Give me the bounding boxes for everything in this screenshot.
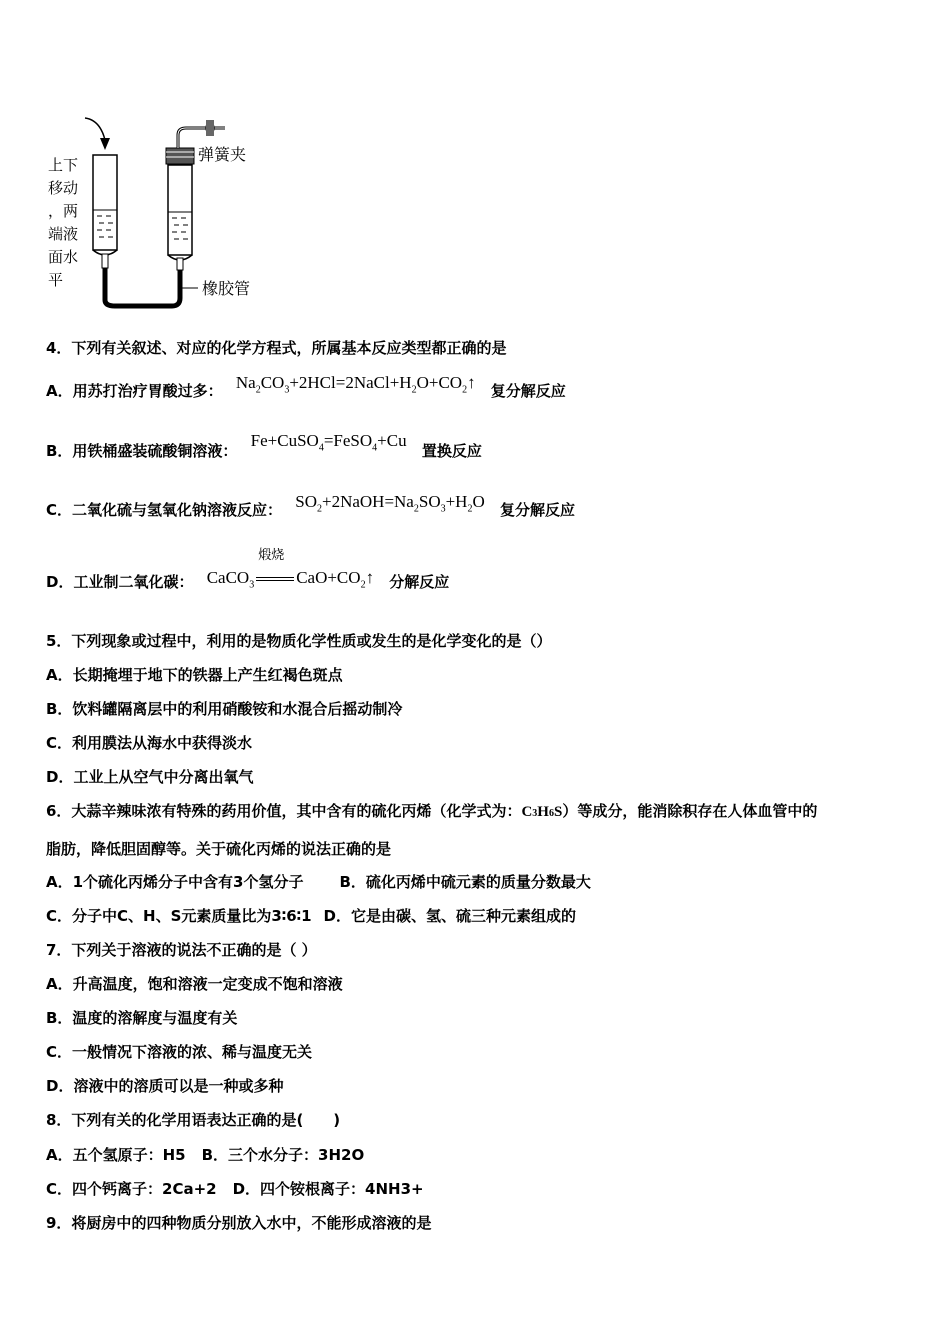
q4-option-d-condition: 煅烧 [258,548,285,563]
q4-option-b [46,431,482,463]
figure-left-label-line: ，两 [48,202,79,220]
q7-stem: 7．下列关于溶液的说法不正确的是（ ） [46,941,317,959]
figure-left-label-line: 面水 [48,248,79,266]
q4-option-a-equation: $Na_2CO_3+2HCl=2NaCl+H_2O+CO_2↑$ [235,373,476,396]
q5-stem: 5．下列现象或过程中，利用的是物质化学性质或发生的是化学变化的是（） [46,632,552,650]
q4-option-b-type: 置换反应 [421,442,482,460]
q4-option-d-label: D．工业制二氧化碳： [46,573,194,591]
q9-stem: 9．将厨房中的四种物质分别放入水中，不能形成溶液的是 [46,1214,432,1232]
q8-option-b: B．三个水分子：3H2O [201,1146,365,1164]
q4-option-c [46,492,575,522]
q4-option-d-equation: CaCO$_3$ 煅烧 $CaO+CO_2↑$ [207,568,374,587]
q7-option-d: D．溶液中的溶质可以是一种或多种 [46,1077,284,1095]
figure-left-label-line: 端液 [48,225,79,243]
clamp-label: 弹簧夹 [198,145,247,164]
q5-option-a: A．长期掩埋于地下的铁器上产生红褐色斑点 [46,666,343,684]
q5-option-b: B．饮料罐隔离层中的利用硝酸铵和水混合后摇动制冷 [46,700,403,718]
q4-option-d [46,548,450,594]
figure-left-label-line: 上下 [48,156,79,174]
rubber-tube-label: 橡胶管 [202,279,251,298]
q8-option-d: D．四个铵根离子：4NH3+ [232,1180,424,1198]
q7-option-b: B．温度的溶解度与温度有关 [46,1009,238,1027]
q6-option-c: C．分子中C、H、S元素质量比为3∶6∶1 [46,907,312,925]
q8-option-c: C．四个钙离子：2Ca+2 [46,1180,217,1198]
q6-stem-line2: 脂肪，降低胆固醇等。关于硫化丙烯的说法正确的是 [46,840,392,858]
q4-option-d-type: 分解反应 [389,573,450,591]
q6-stem-line1 [46,800,817,821]
q8-options-ab [46,1144,364,1165]
apparatus-figure [40,110,320,310]
q4-option-b-equation: Fe+CuSO$_4$=FeSO$_4$+Cu [250,431,407,454]
q6-stem-part1: 6．大蒜辛辣味浓有特殊的药用价值，其中含有的硫化丙烯（化学式为： [46,802,522,820]
q6-option-a: A．1个硫化丙烯分子中含有3个氢分子 [46,873,304,891]
q8-option-a: A．五个氢原子：H5 [46,1146,186,1164]
q6-options-cd [46,905,576,926]
q7-option-c: C．一般情况下溶液的浓、稀与温度无关 [46,1043,313,1061]
q6-stem-part2: ）等成分，能消除积存在人体血管中的 [562,802,818,820]
figure-left-label-line: 移动 [48,179,79,197]
q6-options-ab [46,871,591,892]
q4-option-a-label: A．用苏打治疗胃酸过多： [46,382,223,400]
q8-options-cd [46,1178,424,1199]
q6-option-b: B．硫化丙烯中硫元素的质量分数最大 [339,873,591,891]
q5-option-c: C．利用膜法从海水中获得淡水 [46,734,253,752]
q8-stem: 8．下列有关的化学用语表达正确的是( ) [46,1111,341,1129]
q4-stem: 4．下列有关叙述、对应的化学方程式，所属基本反应类型都正确的是 [46,339,507,357]
q4-option-a [46,373,566,403]
q4-option-c-type: 复分解反应 [499,501,575,519]
figure-left-label-line: 平 [48,271,64,289]
figure-left-label [48,154,88,292]
q7-option-a: A．升高温度，饱和溶液一定变成不饱和溶液 [46,975,343,993]
q4-option-c-label: C．二氧化硫与氢氧化钠溶液反应： [46,501,283,519]
q4-option-c-equation: $SO_2+2NaOH=Na_2SO_3+H_2O$ [295,492,485,515]
q6-formula: C3H6S [521,804,563,820]
q6-option-d: D．它是由碳、氢、硫三种元素组成的 [323,907,576,925]
q5-option-d: D．工业上从空气中分离出氧气 [46,768,254,786]
q4-option-a-type: 复分解反应 [490,382,566,400]
q4-option-b-label: B．用铁桶盛装硫酸铜溶液： [46,442,238,460]
